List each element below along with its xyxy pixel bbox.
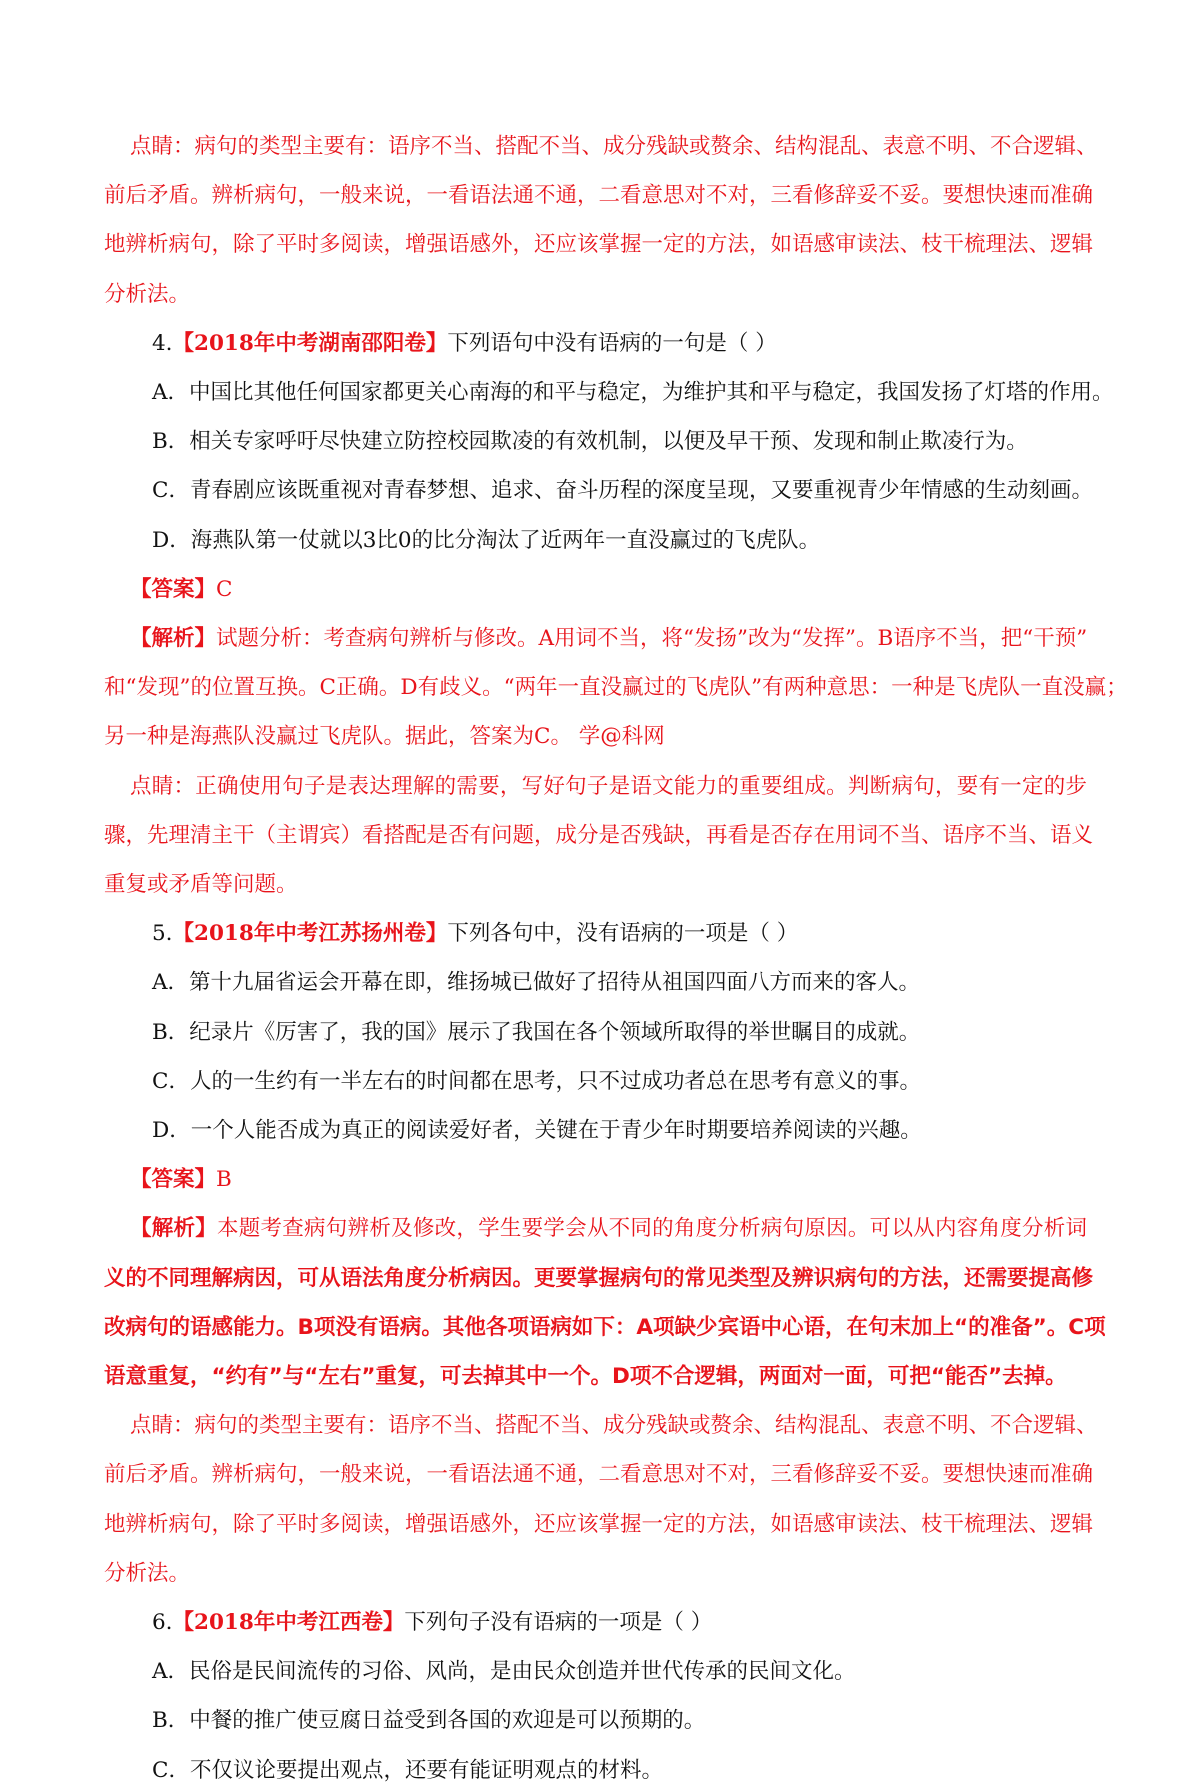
analysis-line: 改病句的语感能力。B项没有语病。其他各项语病如下：A项缺少宾语中心语，在句末加上“的准备”。C项 <box>104 1315 1106 1340</box>
option-a: A．第十九届省运会开幕在即，维扬城已做好了招待从祖国四面八方而来的客人。 <box>152 970 921 995</box>
question-stem: 下列句子没有语病的一项是（ ） <box>404 1610 713 1635</box>
question-4-header <box>152 329 1200 359</box>
question-6-header <box>152 1608 1200 1638</box>
question-number: 5. <box>152 921 173 946</box>
tip-line: 点睛：病句的类型主要有：语序不当、搭配不当、成分残缺或赘余、结构混乱、表意不明、不合逻辑、 <box>130 1413 1098 1438</box>
tip-line: 地辨析病句，除了平时多阅读，增强语感外，还应该掌握一定的方法，如语感审读法、枝干梳理法、逻辑 <box>104 232 1094 257</box>
question-source: 【2018年中考江西卷】 <box>172 1610 405 1635</box>
analysis-line: 另一种是海燕队没赢过飞虎队。据此，答案为C。 学@科网 <box>104 724 665 749</box>
analysis-line: 语意重复，“约有”与“左右”重复，可去掉其中一个。D项不合逻辑，两面对一面，可把“能否”去掉。 <box>104 1364 1067 1389</box>
option-b: B．中餐的推广使豆腐日益受到各国的欢迎是可以预期的。 <box>152 1708 706 1733</box>
option-b: B．相关专家呼吁尽快建立防控校园欺凌的有效机制，以便及早干预、发现和制止欺凌行为。 <box>152 429 1028 454</box>
tip-line: 点睛：病句的类型主要有：语序不当、搭配不当、成分残缺或赘余、结构混乱、表意不明、不合逻辑、 <box>130 134 1098 159</box>
analysis-line <box>130 1214 1087 1244</box>
question-source: 【2018年中考江苏扬州卷】 <box>172 921 448 946</box>
answer-line <box>130 1165 1200 1195</box>
option-c: C．青春剧应该既重视对青春梦想、追求、奋斗历程的深度呈现，又要重视青少年情感的生动刻画。 <box>152 478 1093 503</box>
option-a: A．民俗是民间流传的习俗、风尚，是由民众创造并世代传承的民间文化。 <box>152 1659 856 1684</box>
question-number: 4. <box>152 331 173 356</box>
option-d: D．海燕队第一仗就以3比0的比分淘汰了近两年一直没赢过的飞虎队。 <box>152 528 821 553</box>
option-c: C．人的一生约有一半左右的时间都在思考，只不过成功者总在思考有意义的事。 <box>152 1069 921 1094</box>
tip-line: 分析法。 <box>104 282 191 307</box>
answer-value: C <box>216 577 233 602</box>
tip-line: 前后矛盾。辨析病句，一般来说，一看语法通不通，二看意思对不对，三看修辞妥不妥。要想快速而准确 <box>104 183 1094 208</box>
tip-line: 骤，先理清主干（主谓宾）看搭配是否有问题，成分是否残缺，再看是否存在用词不当、语序不当、语义 <box>104 823 1094 848</box>
answer-line <box>130 575 1200 605</box>
analysis-text: 本题考查病句辨析及修改，学生要学会从不同的角度分析病句原因。可以从内容角度分析词 <box>217 1216 1087 1241</box>
tip-line: 地辨析病句，除了平时多阅读，增强语感外，还应该掌握一定的方法，如语感审读法、枝干梳理法、逻辑 <box>104 1512 1094 1537</box>
analysis-line <box>130 624 1087 654</box>
answer-tag: 【答案】 <box>130 577 217 602</box>
analysis-line: 和“发现”的位置互换。C正确。D有歧义。“两年一直没赢过的飞虎队”有两种意思：一种是飞虎队一直没赢； <box>104 675 1128 700</box>
analysis-tag: 【解析】 <box>130 1216 218 1241</box>
tip-line: 前后矛盾。辨析病句，一般来说，一看语法通不通，二看意思对不对，三看修辞妥不妥。要想快速而准确 <box>104 1462 1094 1487</box>
tip-line: 分析法。 <box>104 1561 191 1586</box>
question-number: 6. <box>152 1610 173 1635</box>
analysis-text: 试题分析：考查病句辨析与修改。A用词不当，将“发扬”改为“发挥”。B语序不当，把“干预” <box>216 626 1088 651</box>
question-stem: 下列各句中，没有语病的一项是（ ） <box>447 921 799 946</box>
question-5-header <box>152 919 1200 949</box>
tip-line: 重复或矛盾等问题。 <box>104 872 298 897</box>
analysis-tag: 【解析】 <box>130 626 217 651</box>
option-c: C．不仅议论要提出观点，还要有能证明观点的材料。 <box>152 1758 663 1783</box>
question-source: 【2018年中考湖南邵阳卷】 <box>172 331 448 356</box>
option-b: B．纪录片《厉害了，我的国》展示了我国在各个领域所取得的举世瞩目的成就。 <box>152 1020 921 1045</box>
answer-tag: 【答案】 <box>130 1167 217 1192</box>
option-a: A．中国比其他任何国家都更关心南海的和平与稳定，为维护其和平与稳定，我国发扬了灯塔的作用。 <box>152 380 1114 405</box>
answer-value: B <box>216 1167 232 1192</box>
tip-line: 点睛：正确使用句子是表达理解的需要，写好句子是语文能力的重要组成。判断病句，要有一定的步 <box>130 774 1087 799</box>
analysis-line: 义的不同理解病因，可从语法角度分析病因。更要掌握病句的常见类型及辨识病句的方法，还需要提高修 <box>104 1266 1094 1291</box>
option-d: D．一个人能否成为真正的阅读爱好者，关键在于青少年时期要培养阅读的兴趣。 <box>152 1118 922 1143</box>
question-stem: 下列语句中没有语病的一句是（ ） <box>447 331 777 356</box>
